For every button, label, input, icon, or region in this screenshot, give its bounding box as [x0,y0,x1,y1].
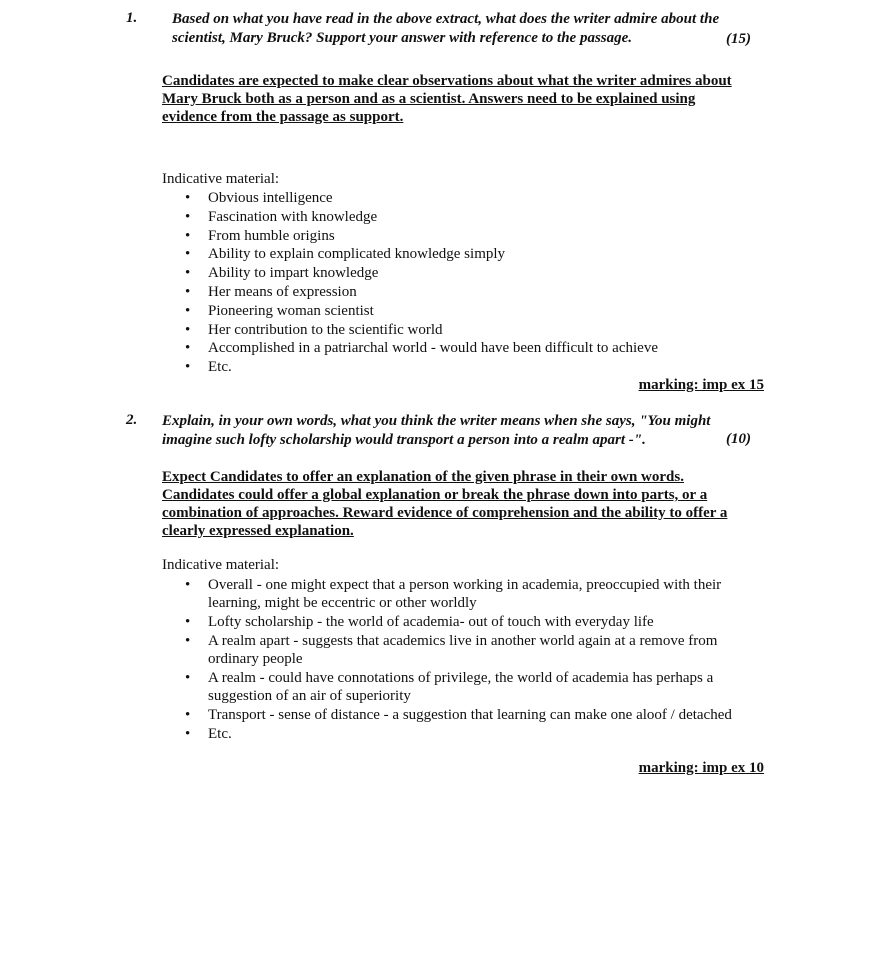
list-item [208,669,768,705]
list-item: • Etc. [208,358,768,377]
list-item [208,725,768,743]
list-item-line: ordinary people [208,651,303,667]
list-item: • Her contribution to the scientific world [208,321,768,340]
list-item-line: learning, might be eccentric or other worldly [208,595,477,611]
list-item: • Ability to impart knowledge [208,264,768,283]
question-2-guidance-line-3: combination of approaches. Reward evidence of comprehension and the ability to offer a [162,505,728,521]
question-1-guidance [162,72,762,126]
question-2-number: 2. [126,412,138,428]
question-1-number: 1. [126,10,138,26]
question-1-text [172,10,762,48]
list-item [208,632,768,668]
list-item-line: • Overall - one might expect that a person working in academia, preoccupied with their [208,577,722,593]
list-item: • Fascination with knowledge [208,208,768,227]
question-2-guidance-line-1: Expect Candidates to offer an explanation of the given phrase in their own words. [162,469,684,485]
question-1-line-2: scientist, Mary Bruck? Support your answer with reference to the passage. [172,30,633,46]
list-item: • Her means of expression [208,283,768,302]
list-item: • Obvious intelligence [208,189,768,208]
question-1-guidance-line-2: Mary Bruck both as a person and as a scientist. Answers need to be explained using [162,91,696,107]
list-item-line: • A realm apart - suggests that academics live in another world again at a remove from [208,633,718,649]
list-item-line: • Etc. [208,726,232,742]
question-1-guidance-line-1: Candidates are expected to make clear observations about what the writer admires about [162,73,732,89]
question-2-guidance-line-2: Candidates could offer a global explanation or break the phrase down into parts, or a [162,487,708,503]
question-2-guidance-line-4: clearly expressed explanation. [162,523,354,539]
question-2-line-2: imagine such lofty scholarship would transport a person into a realm apart -". [162,432,646,448]
question-2-line-1: Explain, in your own words, what you think the writer means when she says, "You might [162,413,711,429]
list-item-line: • A realm - could have connotations of privilege, the world of academia has perhaps a [208,670,714,686]
list-item-line: suggestion of an air of superiority [208,688,411,704]
list-item [208,576,768,612]
list-item: • Ability to explain complicated knowledge simply [208,245,768,264]
question-2-text [162,412,762,450]
question-1-bullet-list [208,189,768,377]
list-item [208,706,768,724]
list-item: • Accomplished in a patriarchal world - would have been difficult to achieve [208,339,768,358]
question-2-marks: (10) [726,431,751,447]
question-1-marking-note: marking: imp ex 15 [638,377,764,393]
question-2-bullet-list [208,576,768,744]
question-1-marks: (15) [726,31,751,47]
list-item: • Pioneering woman scientist [208,302,768,321]
question-2-indicative-label: Indicative material: [162,557,280,573]
question-2-guidance [162,468,762,540]
list-item-line: • Lofty scholarship - the world of academia- out of touch with everyday life [208,614,654,630]
question-1-line-1: Based on what you have read in the above extract, what does the writer admire about the [172,11,720,27]
question-1-indicative-label: Indicative material: [162,171,280,187]
list-item: • From humble origins [208,227,768,246]
question-1-guidance-line-3: evidence from the passage as support. [162,109,404,125]
question-2-marking-note: marking: imp ex 10 [638,760,764,776]
list-item [208,613,768,631]
list-item-line: • Transport - sense of distance - a suggestion that learning can make one aloof / detached [208,707,732,723]
